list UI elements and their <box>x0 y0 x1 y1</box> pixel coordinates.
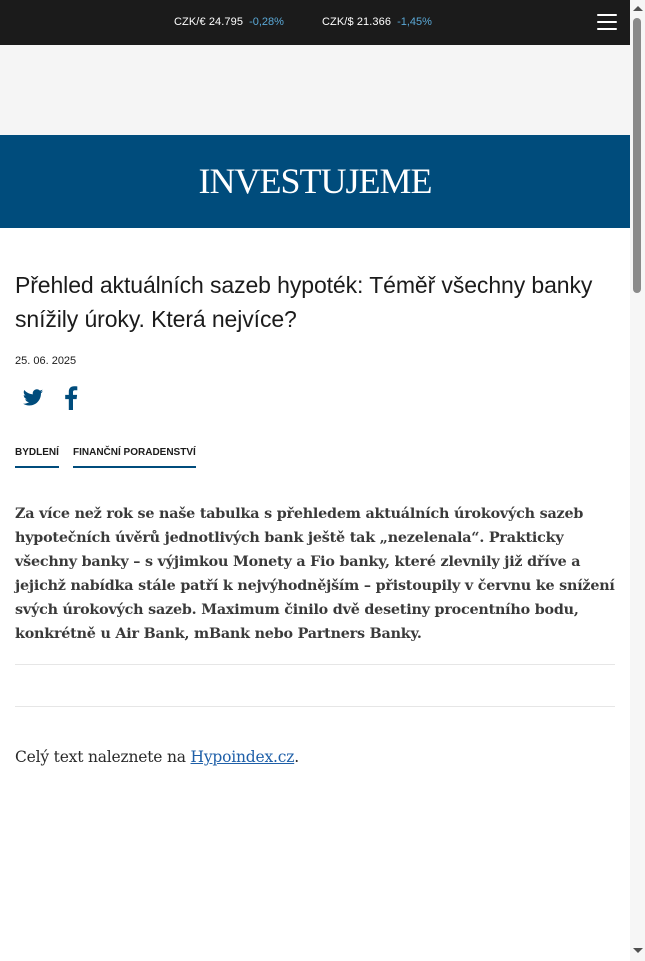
site-logo[interactable]: INVESTUJEME <box>198 161 432 201</box>
article-perex: Za více než rok se naše tabulka s přehledem aktuálních úrokových sazeb hypotečních úvěrů jednotlivých bank ještě tak „nezelenala“. Prakticky všechny banky – s výjimkou Monety a Fio banky, které zlevnily již dříve a jejichž nabídka stále patří k nejvýhodnějším – přistoupily v červnu ke snížení svých úrokových sazeb. Maximum činilo dvě desetiny procentního bodu, konkrétně u Air Bank, mBank nebo Partners Banky. <box>15 506 615 642</box>
divider <box>15 664 615 665</box>
facebook-icon <box>64 386 78 410</box>
ticker-usd-rate: CZK/$ 21.366 <box>322 16 392 28</box>
tag-financni-poradenstvi[interactable]: FINANČNÍ PORADENSTVÍ <box>73 447 196 468</box>
article-title: Přehled aktuálních sazeb hypoték: Téměř všechny banky snížily úroky. Která nejvíce? <box>15 272 593 332</box>
ticker-usd[interactable] <box>322 0 432 45</box>
article-source <box>15 748 299 766</box>
twitter-share-button[interactable] <box>22 386 44 410</box>
ticker-usd-change: -1,45% <box>397 16 432 28</box>
ticker-eur-change: -0,28% <box>249 16 284 28</box>
twitter-icon <box>22 386 44 410</box>
vertical-scrollbar[interactable] <box>630 0 645 961</box>
divider <box>15 706 615 707</box>
tag-bydleni[interactable]: BYDLENÍ <box>15 447 59 468</box>
ticker-eur-rate: CZK/€ 24.795 <box>174 16 244 28</box>
hamburger-menu-icon[interactable] <box>597 13 617 31</box>
site-header <box>0 135 630 228</box>
currency-ticker-bar <box>0 0 630 45</box>
ad-placeholder <box>0 45 630 135</box>
ticker-eur[interactable] <box>174 0 284 45</box>
scrollbar-thumb[interactable] <box>633 18 641 293</box>
scroll-up-arrow-icon[interactable] <box>633 6 643 11</box>
article-date: 25. 06. 2025 <box>15 355 77 367</box>
facebook-share-button[interactable] <box>64 386 78 410</box>
scroll-down-arrow-icon[interactable] <box>633 948 643 953</box>
source-prefix: Celý text naleznete na <box>15 748 191 766</box>
source-suffix: . <box>294 748 299 766</box>
source-link[interactable]: Hypoindex.cz <box>190 748 295 766</box>
